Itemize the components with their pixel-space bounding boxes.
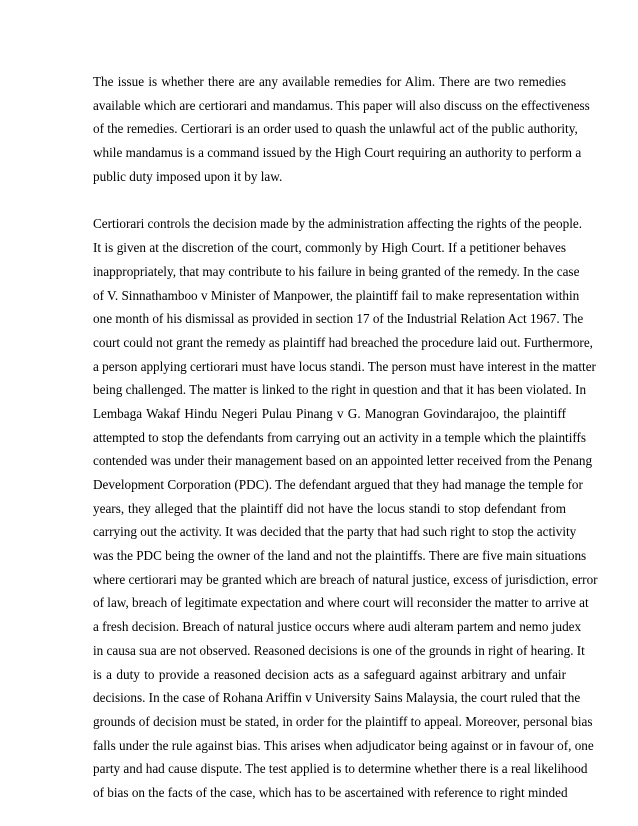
text-line: a person applying certiorari must have locus standi. The person must have interest in the matter	[93, 358, 596, 374]
text-line: contended was under their management based on an appointed letter received from the Penang	[93, 453, 593, 469]
paragraph-gap	[93, 188, 566, 212]
text-line: in causa sua are not observed. Reasoned decisions is one of the grounds in right of hearing. It	[93, 642, 585, 658]
text-line: attempted to stop the defendants from carrying out an activity in a temple which the plaintiffs	[93, 429, 587, 445]
text-line: grounds of decision must be stated, in order for the plaintiff to appeal. Moreover, personal bias	[93, 713, 593, 729]
paragraph-certiorari	[93, 212, 598, 804]
text-line: falls under the rule against bias. This arises when adjudicator being against or in favour of, one	[93, 737, 594, 753]
text-line: decisions. In the case of Rohana Ariffin v University Sains Malaysia, the court ruled that the	[93, 690, 581, 706]
text-line: It is given at the discretion of the court, commonly by High Court. If a petitioner behaves	[93, 240, 566, 256]
text-line: available which are certiorari and mandamus. This paper will also discuss on the effectiveness	[93, 97, 590, 113]
text-line: of bias on the facts of the case, which has to be ascertained with reference to right minded	[93, 784, 568, 800]
text-line: is a duty to provide a reasoned decision acts as a safeguard against arbitrary and unfair	[93, 666, 566, 682]
text-line: carrying out the activity. It was decided that the party that had such right to stop the activity	[93, 524, 577, 540]
text-line: court could not grant the remedy as plaintiff had breached the procedure laid out. Furthermore,	[93, 334, 593, 350]
text-line: Lembaga Wakaf Hindu Negeri Pulau Pinang v G. Manogran Govindarajoo, the plaintiff	[93, 405, 566, 421]
text-line: of law, breach of legitimate expectation and where court will reconsider the matter to arrive at	[93, 595, 589, 611]
text-line: one month of his dismissal as provided in section 17 of the Industrial Relation Act 1967. The	[93, 311, 584, 327]
text-line: was the PDC being the owner of the land and not the plaintiffs. There are five main situations	[93, 548, 587, 564]
text-line: The issue is whether there are any available remedies for Alim. There are two remedies	[93, 74, 566, 89]
document-page	[93, 70, 598, 805]
text-line: being challenged. The matter is linked to the right in question and that it has been violated. In	[93, 382, 587, 398]
text-line: years, they alleged that the plaintiff did not have the locus standi to stop defendant from	[93, 500, 566, 516]
text-line: of the remedies. Certiorari is an order used to quash the unlawful act of the public authority,	[93, 121, 578, 137]
text-line: inappropriately, that may contribute to his failure in being granted of the remedy. In the case	[93, 263, 580, 279]
text-line: of V. Sinnathamboo v Minister of Manpower, the plaintiff fail to make representation within	[93, 287, 580, 303]
text-line: public duty imposed upon it by law.	[93, 168, 283, 184]
text-line: Development Corporation (PDC). The defendant argued that they had manage the temple for	[93, 477, 583, 492]
text-line: Certiorari controls the decision made by the administration affecting the rights of the people.	[93, 216, 583, 232]
paragraph-remedies-intro	[93, 70, 590, 188]
text-line: where certiorari may be granted which are breach of natural justice, excess of jurisdiction, error	[93, 571, 598, 587]
text-line: a fresh decision. Breach of natural justice occurs where audi alteram partem and nemo judex	[93, 619, 582, 635]
text-line: party and had cause dispute. The test applied is to determine whether there is a real likelihood	[93, 761, 588, 777]
text-line: while mandamus is a command issued by the High Court requiring an authority to perform a	[93, 145, 582, 161]
